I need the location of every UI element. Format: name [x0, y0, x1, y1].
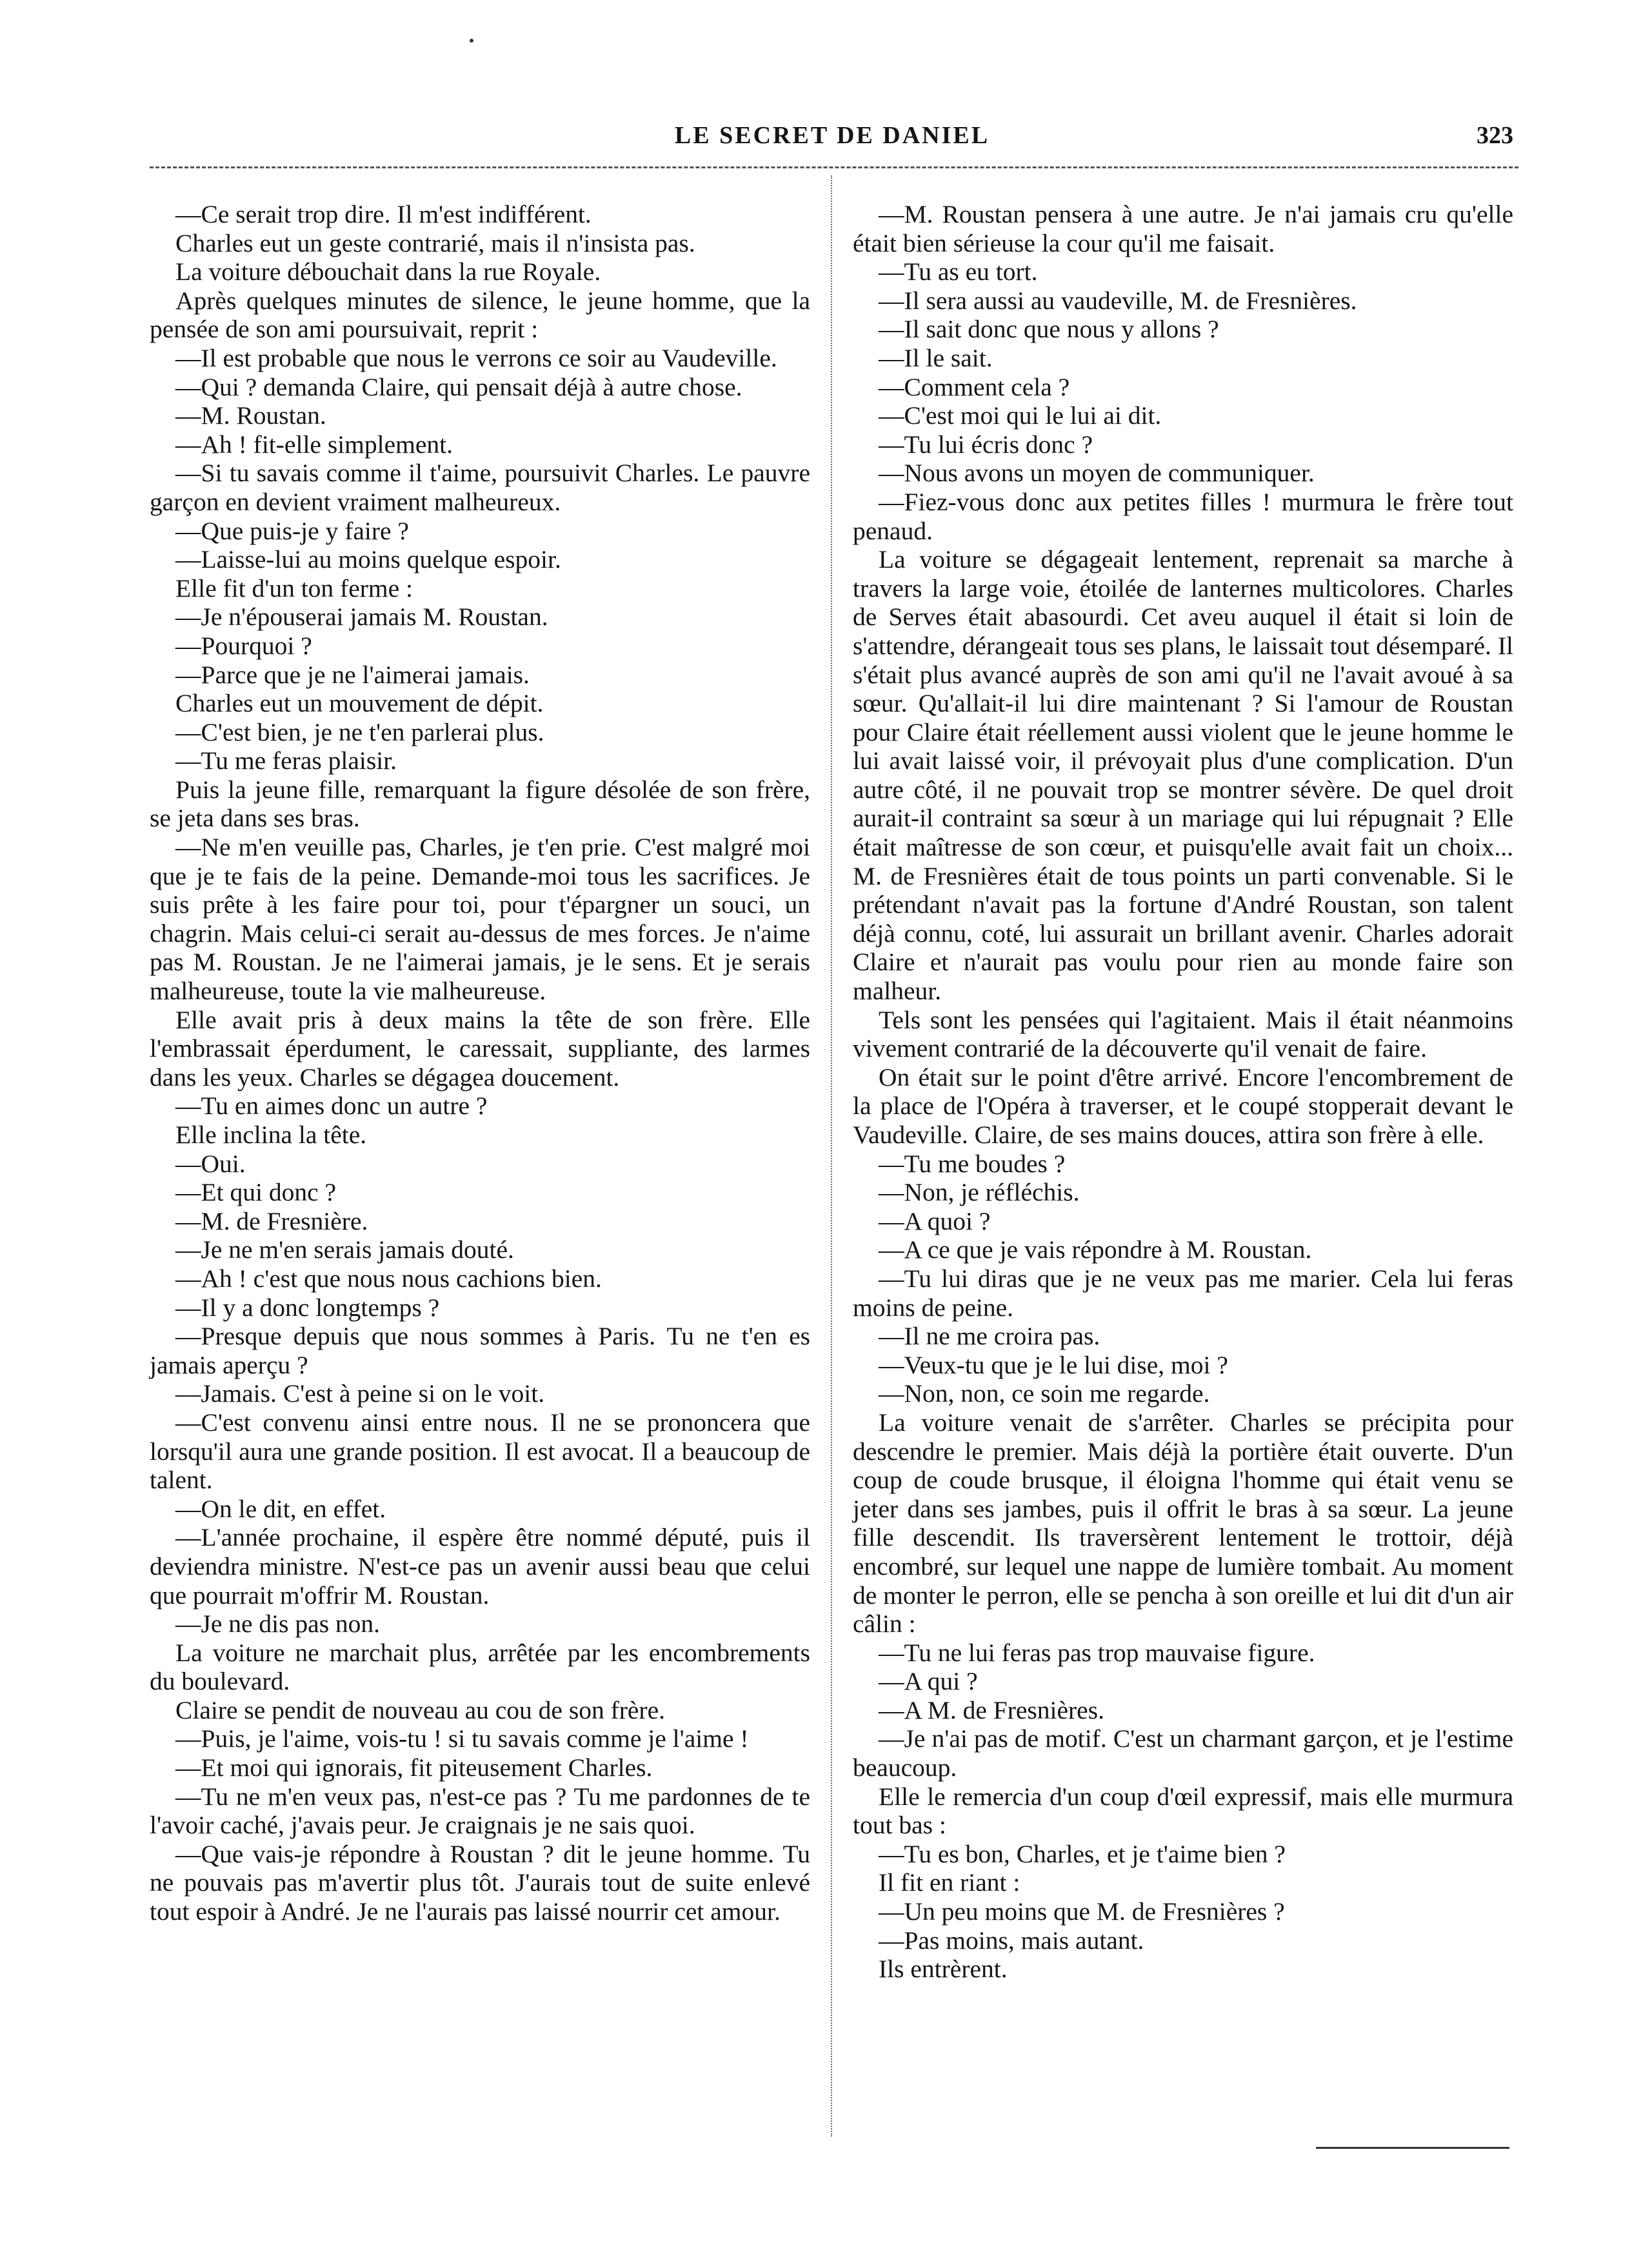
paragraph: —L'année prochaine, il espère être nommé député, puis il deviendra ministre. N'est-ce pas un avenir aussi beau que celui que pourrait m'offrir M. Roustan. [150, 1523, 810, 1610]
paragraph: —Tu lui écris donc ? [879, 430, 1093, 459]
paragraph: —C'est moi qui le lui ai dit. [879, 401, 1162, 430]
paragraph: —M. Roustan pensera à une autre. Je n'ai jamais cru qu'elle était bien sérieuse la cour qu'il me faisait. [853, 200, 1513, 257]
paragraph: —M. Roustan. [175, 401, 326, 430]
paragraph: —Jamais. C'est à peine si on le voit. [175, 1379, 545, 1408]
paragraph: Elle inclina la tête. [175, 1121, 367, 1149]
paragraph: Tels sont les pensées qui l'agitaient. Mais il était néanmoins vivement contrarié de la découverte qu'il venait de faire. [853, 1005, 1513, 1063]
paragraph: —Tu lui diras que je ne veux pas me marier. Cela lui feras moins de peine. [853, 1264, 1513, 1322]
paragraph: —A ce que je vais répondre à M. Roustan. [879, 1235, 1312, 1264]
column-divider [831, 175, 832, 2137]
paragraph: —Si tu savais comme il t'aime, poursuivit Charles. Le pauvre garçon en devient vraiment malheureux. [150, 459, 810, 516]
paragraph: —Comment cela ? [879, 372, 1070, 401]
paragraph: Il fit en riant : [879, 1868, 1020, 1897]
paragraph: —Qui ? demanda Claire, qui pensait déjà à autre chose. [175, 372, 742, 401]
paragraph: —Non, je réfléchis. [879, 1178, 1080, 1207]
paragraph: —C'est convenu ainsi entre nous. Il ne se prononcera que lorsqu'il aura une grande position. Il est avocat. Il a beaucoup de talent. [150, 1408, 810, 1495]
paragraph: —Je ne m'en serais jamais douté. [175, 1235, 514, 1264]
paragraph: —Parce que je ne l'aimerai jamais. [175, 660, 530, 689]
paragraph: —A quoi ? [879, 1206, 991, 1235]
paragraph: —Et qui donc ? [175, 1178, 337, 1207]
page-number: 323 [1477, 122, 1513, 149]
paragraph: —Tu me boudes ? [879, 1149, 1066, 1178]
footer-rule [1316, 2147, 1509, 2149]
paragraph: —Tu en aimes donc un autre ? [175, 1092, 488, 1121]
paragraph: Charles eut un geste contrarié, mais il n'insista pas. [175, 228, 695, 257]
paragraph: Elle avait pris à deux mains la tête de son frère. Elle l'embrassait éperdument, le caressait, suppliante, des larmes dans les yeux. Charles se dégagea doucement. [150, 1005, 810, 1092]
paragraph: —Tu me feras plaisir. [175, 746, 397, 775]
paragraph: —Pourquoi ? [175, 631, 312, 660]
paragraph: —Tu es bon, Charles, et je t'aime bien ? [879, 1839, 1286, 1868]
paragraph: —Oui. [175, 1149, 246, 1178]
paragraph: La voiture ne marchait plus, arrêtée par les encombrements du boulevard. [150, 1638, 810, 1696]
paragraph: —Un peu moins que M. de Fresnières ? [879, 1897, 1285, 1926]
paragraph: —Ce serait trop dire. Il m'est indifférent. [175, 200, 592, 228]
page-header [0, 121, 1652, 166]
paragraph: Ils entrèrent. [879, 1955, 1008, 1984]
paragraph: La voiture se dégageait lentement, reprenait sa marche à travers la large voie, étoilée de lanternes multicolores. Charles de Serves était abasourdi. Cet aveu auquel il était si loin de s'attendre, dérangeait tous ses plans, le laissait tout désemparé. Il s'était plus avancé auprès de son ami qu'il ne l'avait avoué à sa sœur. Qu'allait-il lui dire maintenant ? Si l'amour de Roustan pour Claire était réellement aussi violent que le jeune homme le lui avait laissé voir, il prévoyait plus d'une complication. D'un autre côté, il ne pouvait trop se montrer sévère. De quel droit aurait-il contraint sa sœur à un mariage qui lui répugnait ? Elle était maîtresse de son cœur, et puisqu'elle avait fait un choix... M. de Fresnières était de tous points un parti convenable. Si le prétendant n'avait pas la fortune d'André Roustan, son talent déjà connu, coté, lui assurait un brillant avenir. Charles adorait Claire et n'aurait pas voulu pour rien au monde faire son malheur. [853, 545, 1513, 1006]
paragraph: —Il le sait. [879, 343, 993, 372]
paragraph: —Tu ne m'en veux pas, n'est-ce pas ? Tu me pardonnes de te l'avoir caché, j'avais peur. Je craignais je ne sais quoi. [150, 1782, 810, 1840]
paragraph: —Il ne me croira pas. [879, 1322, 1100, 1351]
paragraph: —A qui ? [879, 1667, 978, 1696]
paragraph: —Je n'épouserai jamais M. Roustan. [175, 603, 548, 632]
paragraph: —Ne m'en veuille pas, Charles, je t'en prie. C'est malgré moi que je te fais de la peine. Demande-moi tous les sacrifices. Je suis prête à les faire pour toi, pour t'épargner un souci, un chagrin. Mais celui-ci serait au-dessus de mes forces. Je n'aime pas M. Roustan. Je ne l'aimerai jamais, je le sens. Et je serais malheureuse, toute la vie malheureuse. [150, 833, 810, 1006]
paragraph: —A M. de Fresnières. [879, 1695, 1104, 1724]
paragraph: Claire se pendit de nouveau au cou de son frère. [175, 1695, 665, 1724]
paragraph: —Ah ! c'est que nous nous cachions bien. [175, 1264, 602, 1293]
paragraph: —Que puis-je y faire ? [175, 516, 409, 545]
paragraph: —M. de Fresnière. [175, 1206, 368, 1235]
running-title: LE SECRET DE DANIEL [674, 122, 990, 149]
paragraph: Charles eut un mouvement de dépit. [175, 689, 544, 718]
left-column [150, 200, 810, 1926]
paragraph: —Tu ne lui feras pas trop mauvaise figure. [879, 1638, 1315, 1667]
paragraph: —Ah ! fit-elle simplement. [175, 430, 453, 459]
paragraph: La voiture venait de s'arrêter. Charles se précipita pour descendre le premier. Mais déjà la portière était ouverte. D'un coup de coude brusque, il éloigna l'homme qui était venu se jeter dans ses jambes, puis il offrit le bras à sa sœur. La jeune fille descendit. Ils traversèrent lentement le trottoir, déjà encombré, sur lequel une nappe de lumière tombait. Au moment de monter le perron, elle se pencha à son oreille et lui dit d'un air câlin : [853, 1408, 1513, 1639]
paragraph: —Puis, je l'aime, vois-tu ! si tu savais comme je l'aime ! [175, 1724, 749, 1753]
paragraph: —Tu as eu tort. [879, 257, 1038, 286]
right-column [853, 200, 1513, 1984]
paragraph: —Il sera aussi au vaudeville, M. de Fresnières. [879, 286, 1357, 315]
paragraph: —Et moi qui ignorais, fit piteusement Charles. [175, 1753, 653, 1782]
paragraph: Puis la jeune fille, remarquant la figure désolée de son frère, se jeta dans ses bras. [150, 775, 810, 833]
paragraph: —Veux-tu que je le lui dise, moi ? [879, 1350, 1228, 1379]
paragraph: —On le dit, en effet. [175, 1494, 386, 1523]
paragraph: —Pas moins, mais autant. [879, 1926, 1144, 1955]
paragraph: —Presque depuis que nous sommes à Paris. Tu ne t'en es jamais aperçu ? [150, 1322, 810, 1379]
paragraph: —Que vais-je répondre à Roustan ? dit le jeune homme. Tu ne pouvais pas m'avertir plus tôt. J'aurais tout de suite enlevé tout espoir à André. Je ne l'aurais pas laissé nourrir cet amour. [150, 1839, 810, 1926]
print-speck [470, 39, 473, 43]
paragraph: La voiture débouchait dans la rue Royale. [175, 257, 601, 286]
paragraph: —Laisse-lui au moins quelque espoir. [175, 545, 561, 574]
paragraph: On était sur le point d'être arrivé. Encore l'encombrement de la place de l'Opéra à traverser, et le coupé stopperait devant le Vaudeville. Claire, de ses mains douces, attira son frère à elle. [853, 1062, 1513, 1149]
paragraph: —Nous avons un moyen de communiquer. [879, 459, 1315, 488]
paragraph: —Je ne dis pas non. [175, 1610, 381, 1639]
paragraph: —Fiez-vous donc aux petites filles ! murmura le frère tout penaud. [853, 487, 1513, 545]
paragraph: —Je n'ai pas de motif. C'est un charmant garçon, et je l'estime beaucoup. [853, 1724, 1513, 1782]
paragraph: Elle le remercia d'un coup d'œil expressif, mais elle murmura tout bas : [853, 1782, 1513, 1840]
paragraph: —Il sait donc que nous y allons ? [879, 315, 1219, 344]
header-rule [150, 166, 1518, 168]
paragraph: —Non, non, ce soin me regarde. [879, 1379, 1210, 1408]
paragraph: —Il est probable que nous le verrons ce soir au Vaudeville. [175, 343, 777, 372]
paragraph: —Il y a donc longtemps ? [175, 1293, 440, 1322]
paragraph: Après quelques minutes de silence, le jeune homme, que la pensée de son ami poursuivait, reprit : [150, 286, 810, 344]
paragraph: Elle fit d'un ton ferme : [175, 573, 413, 603]
paragraph: —C'est bien, je ne t'en parlerai plus. [175, 717, 544, 746]
